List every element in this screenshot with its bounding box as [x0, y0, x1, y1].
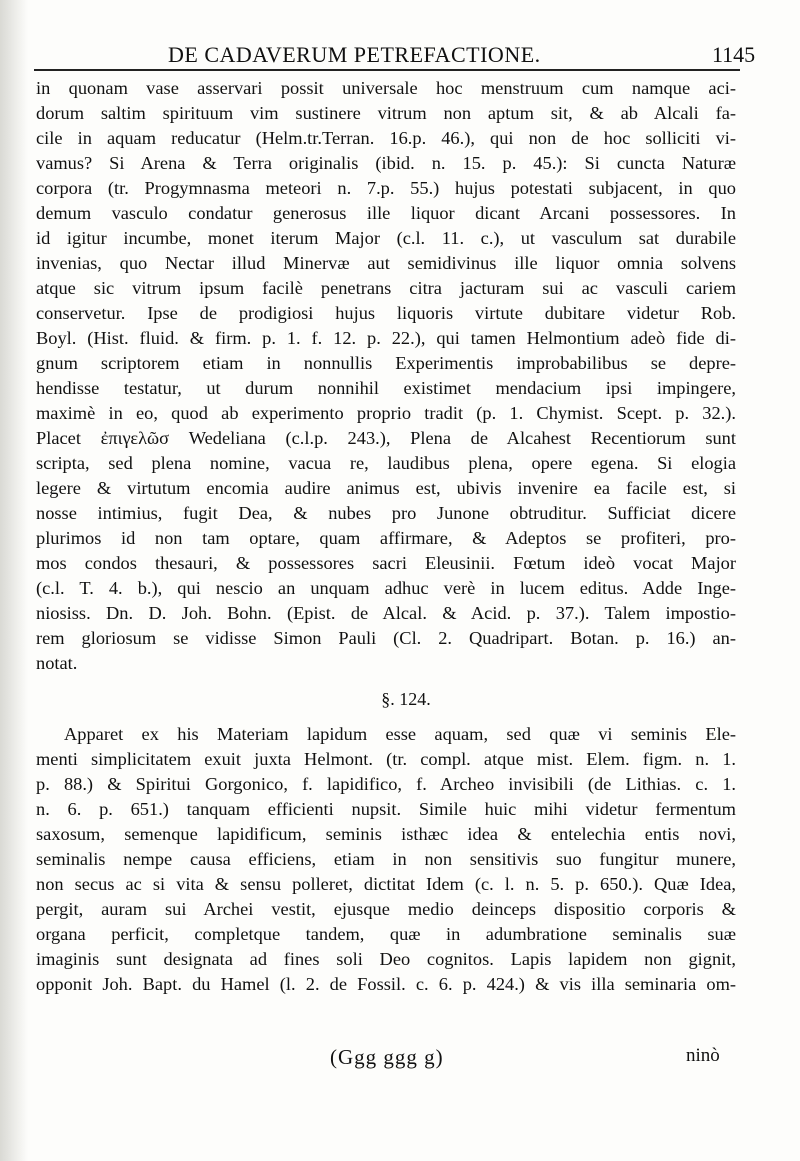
text-line: organa perficit, completque tandem, quæ in adumbratione seminalis suæ [36, 924, 736, 944]
text-line: niosiss. Dn. D. Joh. Bohn. (Epist. de Alcal. & Acid. p. 37.). Talem impostio- [36, 603, 736, 623]
text-line: p. 88.) & Spiritui Gorgonico, f. lapidifico, f. Archeo invisibili (de Lithias. c. 1. [36, 774, 736, 794]
text-line: corpora (tr. Progymnasma meteori n. 7.p. 55.) hujus potestati subjacent, in quo [36, 178, 736, 198]
text-line: demum vasculo condatur generosus ille liquor dicant Arcani possessores. In [36, 203, 736, 223]
text-line: nosse intimius, fugit Dea, & nubes pro Junone obtruditur. Sufficiat dicere [36, 503, 736, 523]
text-line: in quonam vase asservari possit universale hoc menstruum cum namque aci- [36, 78, 736, 98]
text-line: saxosum, semenque lapidificum, seminis isthæc idea & entelechia entis novi, [36, 824, 736, 844]
text-line: Placet ἐπιγελῶσ Wedeliana (c.l.p. 243.), Plena de Alcahest Recentiorum sunt [36, 428, 736, 448]
text-line: dorum saltim spirituum vim sustinere vitrum non aptum sit, & ab Alcali fa- [36, 103, 736, 123]
text-line: scripta, sed plena nomine, vacua re, laudibus plena, opere egena. Si elogia [36, 453, 736, 473]
running-head: DE CADAVERUM PETREFACTIONE. [168, 42, 541, 67]
text-line: vamus? Si Arena & Terra originalis (ibid. n. 15. p. 45.): Si cuncta Naturæ [36, 153, 736, 173]
page-gutter-shadow [0, 0, 28, 1161]
text-line: legere & virtutum encomia audire animus est, ubivis invenire ea facile est, si [36, 478, 736, 498]
header-rule [34, 69, 740, 71]
page-header [0, 38, 800, 68]
text-line: atque sic vitrum ipsum facilè penetrans citra jacturam sui ac vasculi cariem [36, 278, 736, 298]
text-line: imaginis sunt designata ad fines soli Deo cognitos. Lapis lapidem non gignit, [36, 949, 736, 969]
text-line: rem gloriosum se vidisse Simon Pauli (Cl. 2. Quadripart. Botan. p. 16.) an- [36, 628, 736, 648]
text-line: hendisse testatur, ut durum nonnihil existimet mendacium ipsi impingere, [36, 378, 736, 398]
body-text [36, 76, 736, 997]
text-line: n. 6. p. 651.) tanquam efficienti nupsit. Simile huic mihi videtur fermentum [36, 799, 736, 819]
page-footer [0, 1045, 800, 1075]
signature-mark: (Ggg ggg g) [330, 1045, 444, 1069]
text-line: gnum scriptorem etiam in nonnullis Experimentis improbabilibus se depre- [36, 353, 736, 373]
text-line: seminalis nempe causa efficiens, etiam in non sensitivis suo fungitur munere, [36, 849, 736, 869]
text-line: non secus ac si vita & sensu polleret, dictitat Idem (c. l. n. 5. p. 650.). Quæ Idea, [36, 874, 736, 894]
text-line: Boyl. (Hist. fluid. & firm. p. 1. f. 12. p. 22.), qui tamen Helmontium adeò fide di- [36, 328, 736, 348]
text-line: id igitur incumbe, monet iterum Major (c.l. 11. c.), ut vasculum sat durabile [36, 228, 736, 248]
text-line: cile in aquam reducatur (Helm.tr.Terran. 16.p. 46.), qui non de hoc solliciti vi- [36, 128, 736, 148]
section-number-label: §. 124. [381, 689, 431, 709]
text-line: conservetur. Ipse de prodigiosi hujus liquoris virtute dubitare videtur Rob. [36, 303, 736, 323]
text-line: pergit, auram sui Archei vestit, ejusque medio deinceps dispositio corporis & [36, 899, 736, 919]
page-number: 1145 [712, 42, 756, 67]
catchword: ninò [686, 1045, 720, 1066]
text-line: mos condos thesauri, & possessores sacri Eleusinii. Fœtum ideò vocat Major [36, 553, 736, 573]
text-line: (c.l. T. 4. b.), qui nescio an unquam adhuc verè in lucem editus. Adde Inge- [36, 578, 736, 598]
text-line: opponit Joh. Bapt. du Hamel (l. 2. de Fossil. c. 6. p. 424.) & vis illa seminaria om- [36, 974, 736, 994]
text-line: maximè in eo, quod ab experimento proprio tradit (p. 1. Chymist. Scept. p. 32.). [36, 403, 736, 423]
text-line: Apparet ex his Materiam lapidum esse aquam, sed quæ vi seminis Ele- [64, 724, 736, 744]
text-line: menti simplicitatem exuit juxta Helmont. (tr. compl. atque mist. Elem. figm. n. 1. [36, 749, 736, 769]
text-line: notat. [36, 653, 78, 673]
section-number [36, 676, 736, 722]
text-line: invenias, quo Nectar illud Minervæ aut semidivinus ille liquor omnia solvens [36, 253, 736, 273]
text-line: plurimos id non tam optare, quam affirmare, & Adeptos se profiteri, pro- [36, 528, 736, 548]
